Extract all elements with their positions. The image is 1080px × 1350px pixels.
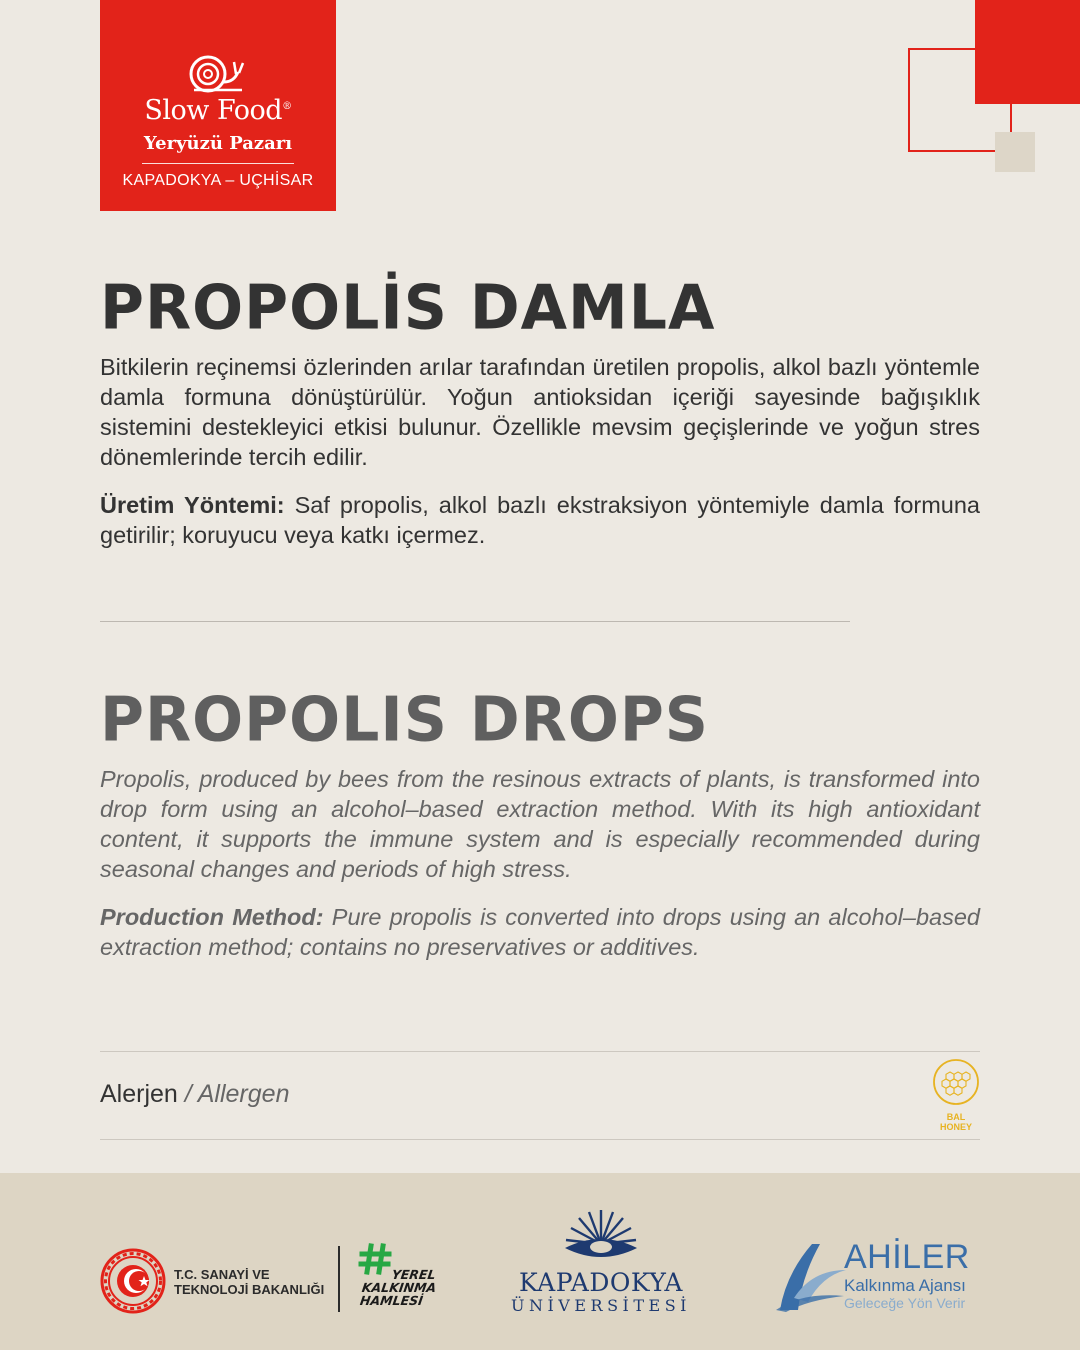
allergen-bottom-rule xyxy=(100,1139,980,1140)
ministry-name: T.C. SANAYİ VE TEKNOLOJİ BAKANLIĞI xyxy=(174,1267,325,1297)
decor-beige-square xyxy=(995,132,1035,172)
section-divider xyxy=(100,621,850,622)
brand-name: Slow Food® xyxy=(144,95,292,126)
method-turkish xyxy=(100,490,980,550)
method-text-english: Pure propolis is converted into drops using an alcohol–based extraction method; contains no preservatives or additives. xyxy=(100,904,980,960)
footer-vertical-divider xyxy=(338,1246,340,1312)
university-subtitle: ÜNİVERSİTESİ xyxy=(511,1296,691,1315)
method-text-turkish: Saf propolis, alkol bazlı ekstraksiyon yöntemiyle damla formuna getirilir; koruyucu veya katkı içermez. xyxy=(100,492,980,548)
ministry-seal-icon xyxy=(100,1248,166,1314)
description-english: Propolis, produced by bees from the resinous extracts of plants, is transformed into drop form using an alcohol–based extraction method. With its high antioxidant content, it supports the immune system and is especially recommended during seasonal changes and periods of high stress. xyxy=(100,766,980,882)
ahiler-wave-icon xyxy=(772,1240,848,1314)
campaign-name: YEREL KALKINMA HAMLESİ xyxy=(359,1267,438,1308)
description-turkish: Bitkilerin reçinemsi özlerinden arılar tarafından üretilen propolis, alkol bazlı yöntemle damla formuna dönüştürülür. Yoğun antioksidan içeriği sayesinde bağışıklık sistemini destekleyici etkisi bulunur. Özellikle mevsim geçişlerinde ve yoğun stres dönemlerinde tercih edilir. xyxy=(100,354,980,470)
brand-location: KAPADOKYA – UÇHİSAR xyxy=(122,172,314,189)
university-emblem-icon xyxy=(563,1208,639,1270)
allergen-top-rule xyxy=(100,1051,980,1052)
agency-slogan: Geleceğe Yön Verir xyxy=(844,1295,966,1311)
method-english xyxy=(100,902,980,962)
allergen-heading: Alerjen / Allergen xyxy=(100,1080,290,1108)
method-label-turkish: Üretim Yöntemi: xyxy=(100,492,285,518)
snail-icon xyxy=(186,52,246,96)
method-label-english: Production Method: xyxy=(100,904,324,930)
brand-divider xyxy=(142,163,294,164)
title-english: PROPOLIS DROPS xyxy=(100,684,710,756)
agency-subtitle: Kalkınma Ajansı xyxy=(844,1276,966,1295)
brand-subtitle: Yeryüzü Pazarı xyxy=(143,133,293,154)
slow-food-logo xyxy=(100,0,336,211)
agency-name: AHİLER xyxy=(844,1238,970,1276)
allergen-honey-label: BAL HONEY xyxy=(939,1112,972,1132)
university-name: KAPADOKYA xyxy=(519,1268,683,1297)
honeycomb-icon xyxy=(932,1058,980,1106)
title-turkish: PROPOLİS DAMLA xyxy=(100,272,716,344)
